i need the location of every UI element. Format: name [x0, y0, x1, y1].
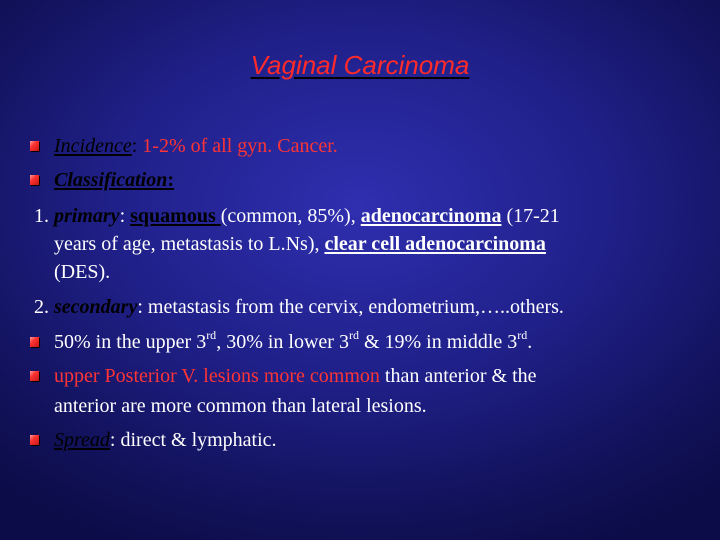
- incidence-text: 1-2% of all gyn. Cancer.: [137, 135, 338, 157]
- spread-line: [54, 430, 277, 450]
- secondary-number: 2.: [34, 296, 49, 318]
- primary-colon: :: [119, 205, 126, 227]
- distribution-sup-3: rd: [517, 328, 528, 342]
- secondary-label: secondary: [54, 296, 138, 318]
- incidence-colon: :: [131, 135, 138, 157]
- primary-line-3-text: (DES).: [54, 261, 111, 283]
- distribution-part-1: 50% in the upper 3: [54, 331, 207, 353]
- distribution-sup-1: rd: [206, 328, 217, 342]
- spread-text: : direct & lymphatic.: [109, 429, 277, 451]
- square-bullet-icon: [30, 141, 39, 151]
- incidence-line: [54, 136, 338, 156]
- primary-line-2-text: years of age, metastasis to L.Ns),: [54, 233, 325, 255]
- classification-colon: :: [167, 169, 175, 191]
- posterior-red-text: upper Posterior V. lesions more common: [54, 365, 380, 387]
- classification-label: Classification: [54, 169, 168, 191]
- square-bullet-icon: [30, 435, 39, 445]
- posterior-line-2: [54, 396, 427, 416]
- primary-number: 1.: [34, 205, 49, 227]
- distribution-line: [54, 328, 533, 353]
- square-bullet-icon: [30, 337, 39, 347]
- slide-title: Vaginal Carcinoma: [250, 50, 470, 80]
- distribution-sup-2: rd: [348, 328, 359, 342]
- primary-line-3: [54, 262, 110, 282]
- classification-line: [54, 170, 174, 190]
- distribution-part-3: & 19% in middle 3: [358, 331, 518, 353]
- squamous-note: (common, 85%),: [220, 205, 356, 227]
- primary-line-1: [34, 206, 560, 226]
- incidence-label: Incidence: [54, 135, 132, 157]
- posterior-line-2-text: anterior are more common than lateral lesions.: [54, 395, 427, 417]
- secondary-text: : metastasis from the cervix, endometrium,…..others.: [137, 296, 564, 318]
- adenocarcinoma-note: (17-21: [501, 205, 560, 227]
- squamous-term: squamous: [130, 205, 221, 227]
- primary-label: primary: [54, 205, 120, 227]
- posterior-line-1: [54, 366, 537, 386]
- posterior-white-text: than anterior & the: [379, 365, 537, 387]
- primary-line-2: [54, 234, 546, 254]
- square-bullet-icon: [30, 175, 39, 185]
- adenocarcinoma-term: adenocarcinoma: [360, 205, 502, 227]
- clear-cell-term: clear cell adenocarcinoma: [324, 233, 546, 255]
- distribution-part-2: , 30% in lower 3: [216, 331, 349, 353]
- distribution-part-4: .: [527, 331, 533, 353]
- spread-label: Spread: [54, 429, 110, 451]
- secondary-line: [34, 297, 564, 317]
- square-bullet-icon: [30, 371, 39, 381]
